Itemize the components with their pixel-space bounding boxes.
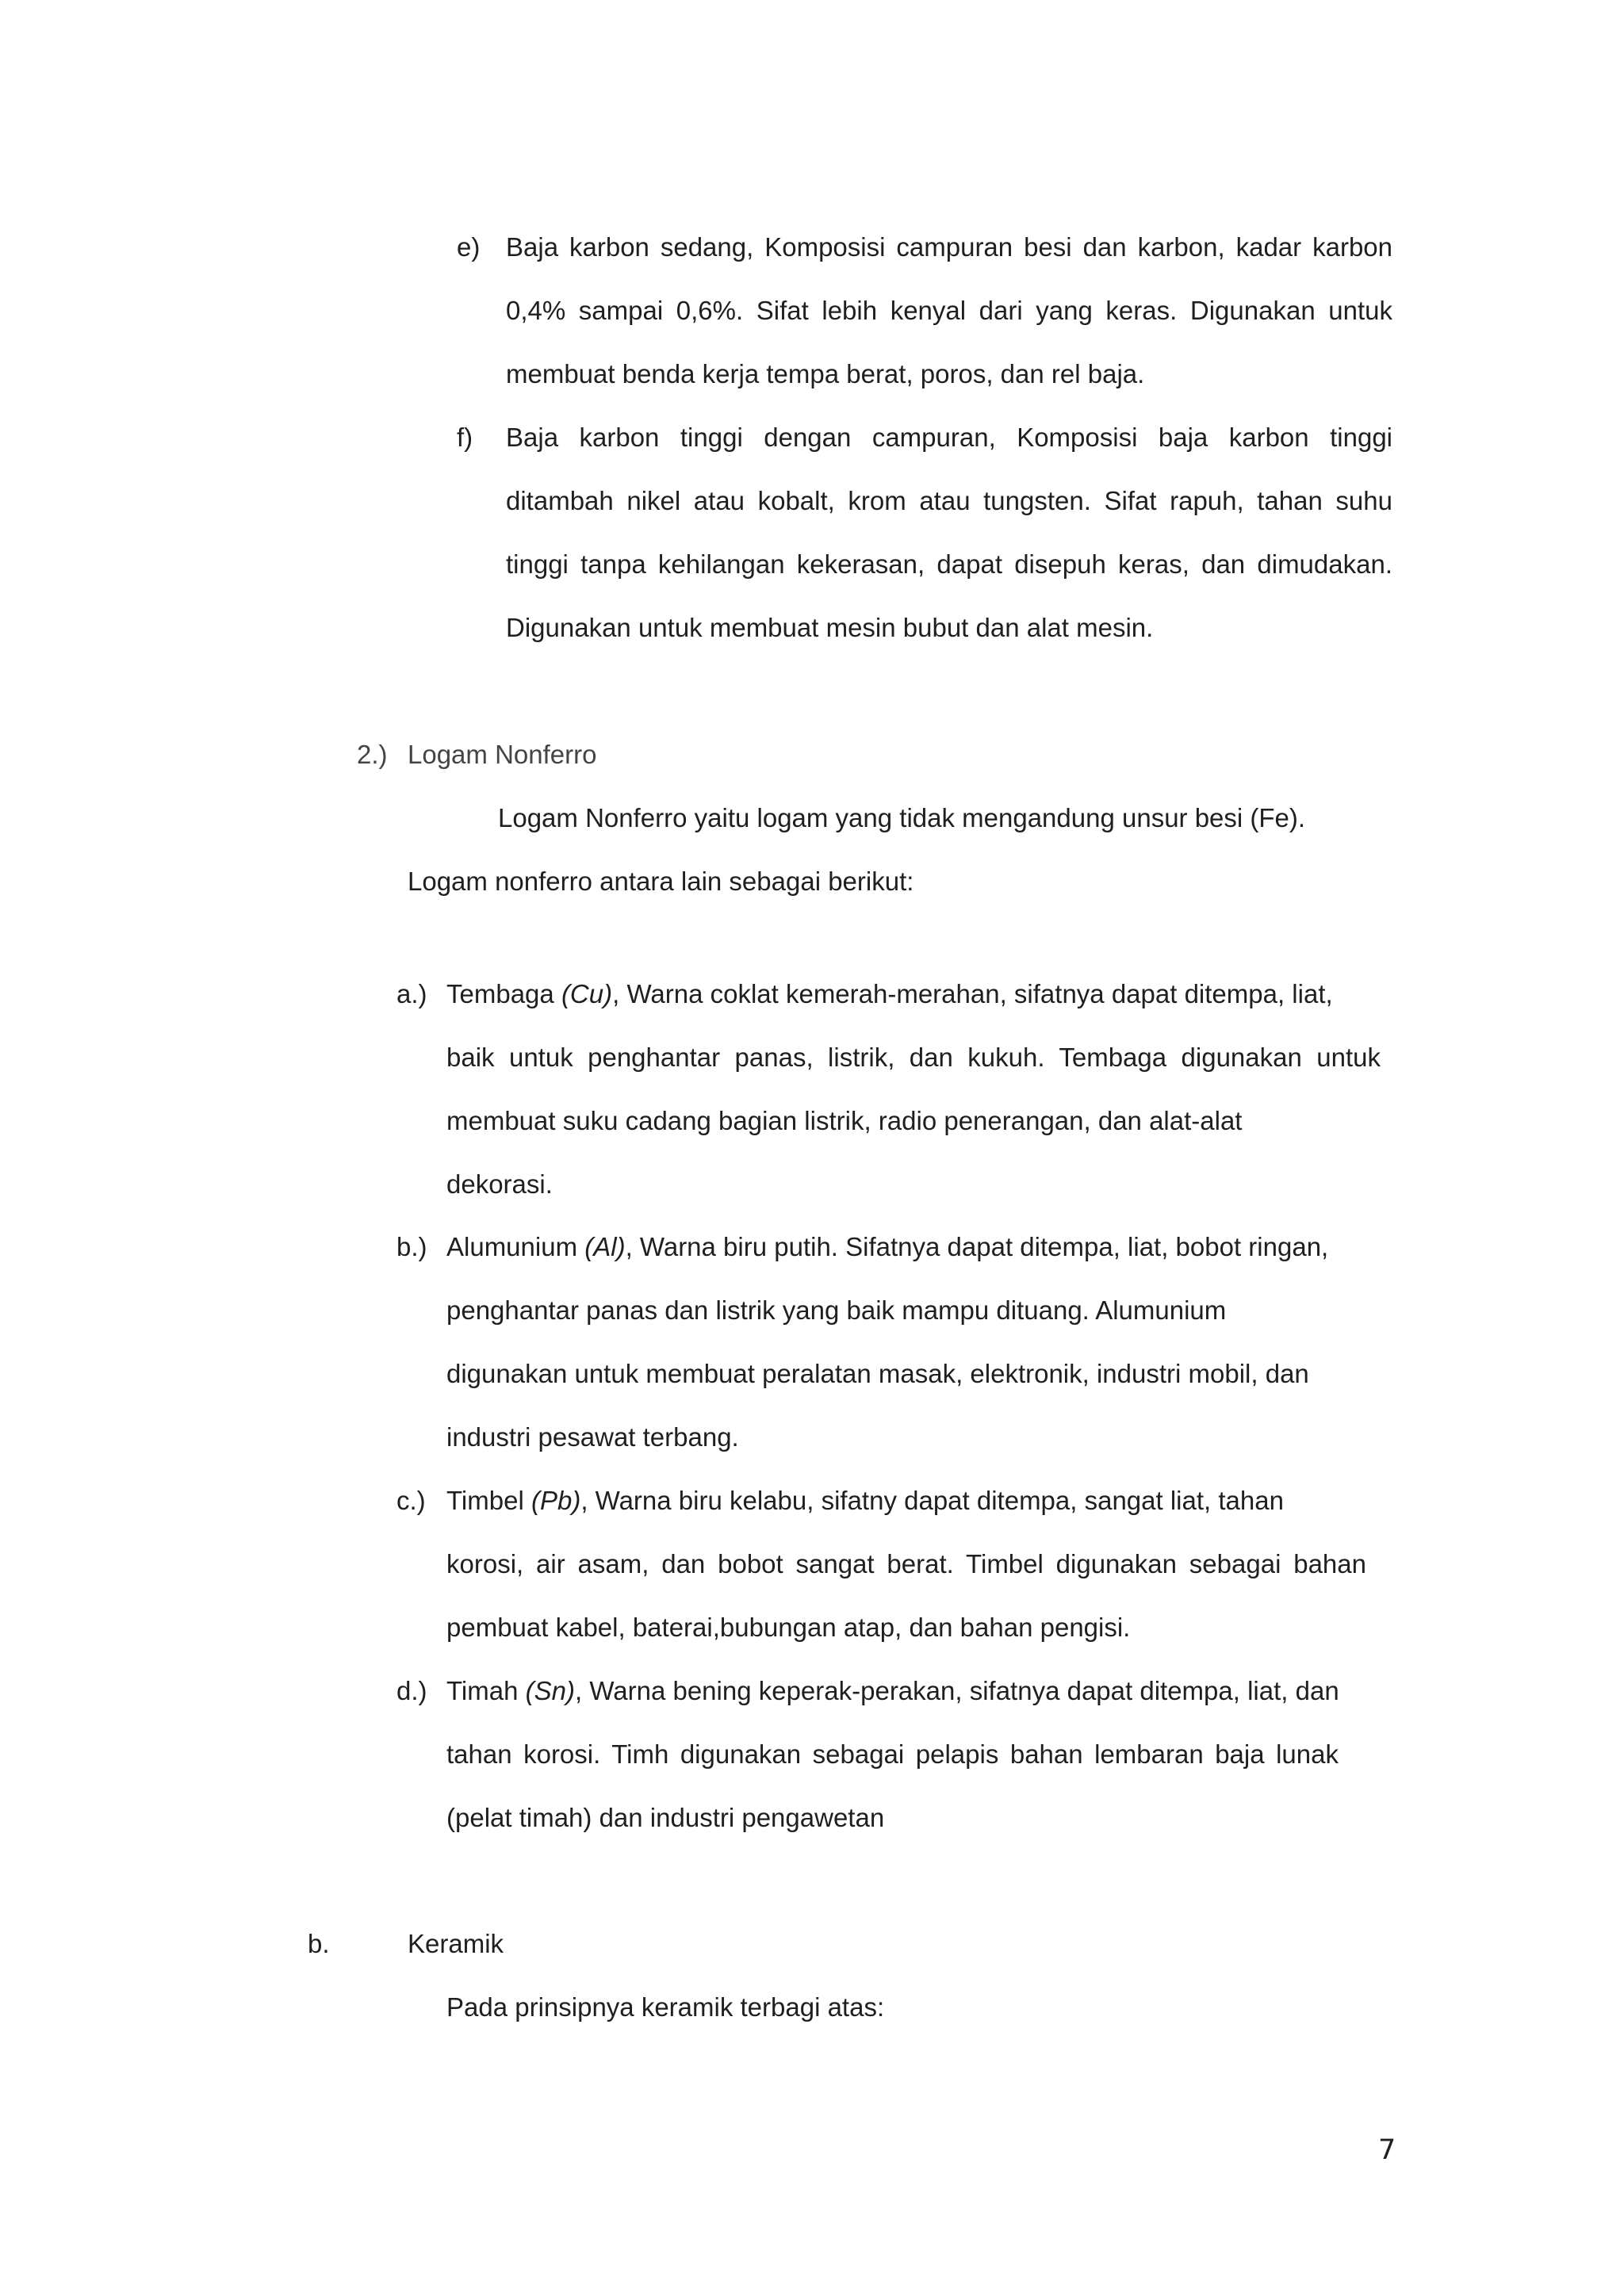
- heading-number: 2.): [357, 740, 388, 769]
- section-title: Keramik: [408, 1929, 504, 1958]
- item-text: membuat suku cadang bagian listrik, radio penerangan, dan alat-alat: [446, 1106, 1243, 1135]
- item-text: penghantar panas dan listrik yang baik mampu dituang. Alumunium: [446, 1295, 1227, 1325]
- item-text: digunakan untuk membuat peralatan masak, elektronik, industri mobil, dan: [446, 1359, 1309, 1388]
- item-text: Baja karbon tinggi dengan campuran, Komposisi baja karbon tinggi: [506, 423, 1392, 452]
- item-text: 0,4% sampai 0,6%. Sifat lebih kenyal dari yang keras. Digunakan untuk: [506, 296, 1392, 325]
- heading-title: Logam Nonferro: [408, 740, 597, 769]
- item-text: Timbel (Pb), Warna biru kelabu, sifatny dapat ditempa, sangat liat, tahan: [446, 1486, 1284, 1515]
- item-text: Alumunium (Al), Warna biru putih. Sifatnya dapat ditempa, liat, bobot ringan,: [446, 1232, 1329, 1261]
- item-label: d.): [396, 1676, 427, 1705]
- item-text: Timah (Sn), Warna bening keperak-perakan, sifatnya dapat ditempa, liat, dan: [446, 1676, 1339, 1705]
- page-number: 7: [1378, 2134, 1396, 2166]
- item-text: baik untuk penghantar panas, listrik, dan kukuh. Tembaga digunakan untuk: [446, 1043, 1381, 1072]
- paragraph: Pada prinsipnya keramik terbagi atas:: [446, 1992, 885, 2022]
- item-label: a.): [396, 979, 427, 1008]
- item-text: (pelat timah) dan industri pengawetan: [446, 1803, 885, 1832]
- item-text: ditambah nikel atau kobalt, krom atau tungsten. Sifat rapuh, tahan suhu: [506, 486, 1392, 515]
- section-label: b.: [308, 1929, 330, 1958]
- item-text: dekorasi.: [446, 1169, 553, 1199]
- item-text: tinggi tanpa kehilangan kekerasan, dapat disepuh keras, dan dimudakan.: [506, 549, 1392, 579]
- item-text: pembuat kabel, baterai,bubungan atap, dan bahan pengisi.: [446, 1613, 1131, 1642]
- item-label: f): [457, 423, 473, 452]
- paragraph: Logam Nonferro yaitu logam yang tidak mengandung unsur besi (Fe).: [498, 803, 1306, 832]
- item-text: membuat benda kerja tempa berat, poros, dan rel baja.: [506, 359, 1145, 388]
- item-text: Tembaga (Cu), Warna coklat kemerah-merahan, sifatnya dapat ditempa, liat,: [446, 979, 1333, 1008]
- item-label: e): [457, 232, 481, 262]
- paragraph: Logam nonferro antara lain sebagai berikut:: [408, 867, 914, 896]
- item-text: tahan korosi. Timh digunakan sebagai pelapis bahan lembaran baja lunak: [446, 1739, 1339, 1769]
- item-text: Baja karbon sedang, Komposisi campuran besi dan karbon, kadar karbon: [506, 232, 1392, 262]
- item-text: Digunakan untuk membuat mesin bubut dan alat mesin.: [506, 613, 1154, 642]
- item-label: c.): [396, 1486, 426, 1515]
- item-text: korosi, air asam, dan bobot sangat berat. Timbel digunakan sebagai bahan: [446, 1549, 1366, 1578]
- item-label: b.): [396, 1232, 427, 1261]
- item-text: industri pesawat terbang.: [446, 1422, 739, 1452]
